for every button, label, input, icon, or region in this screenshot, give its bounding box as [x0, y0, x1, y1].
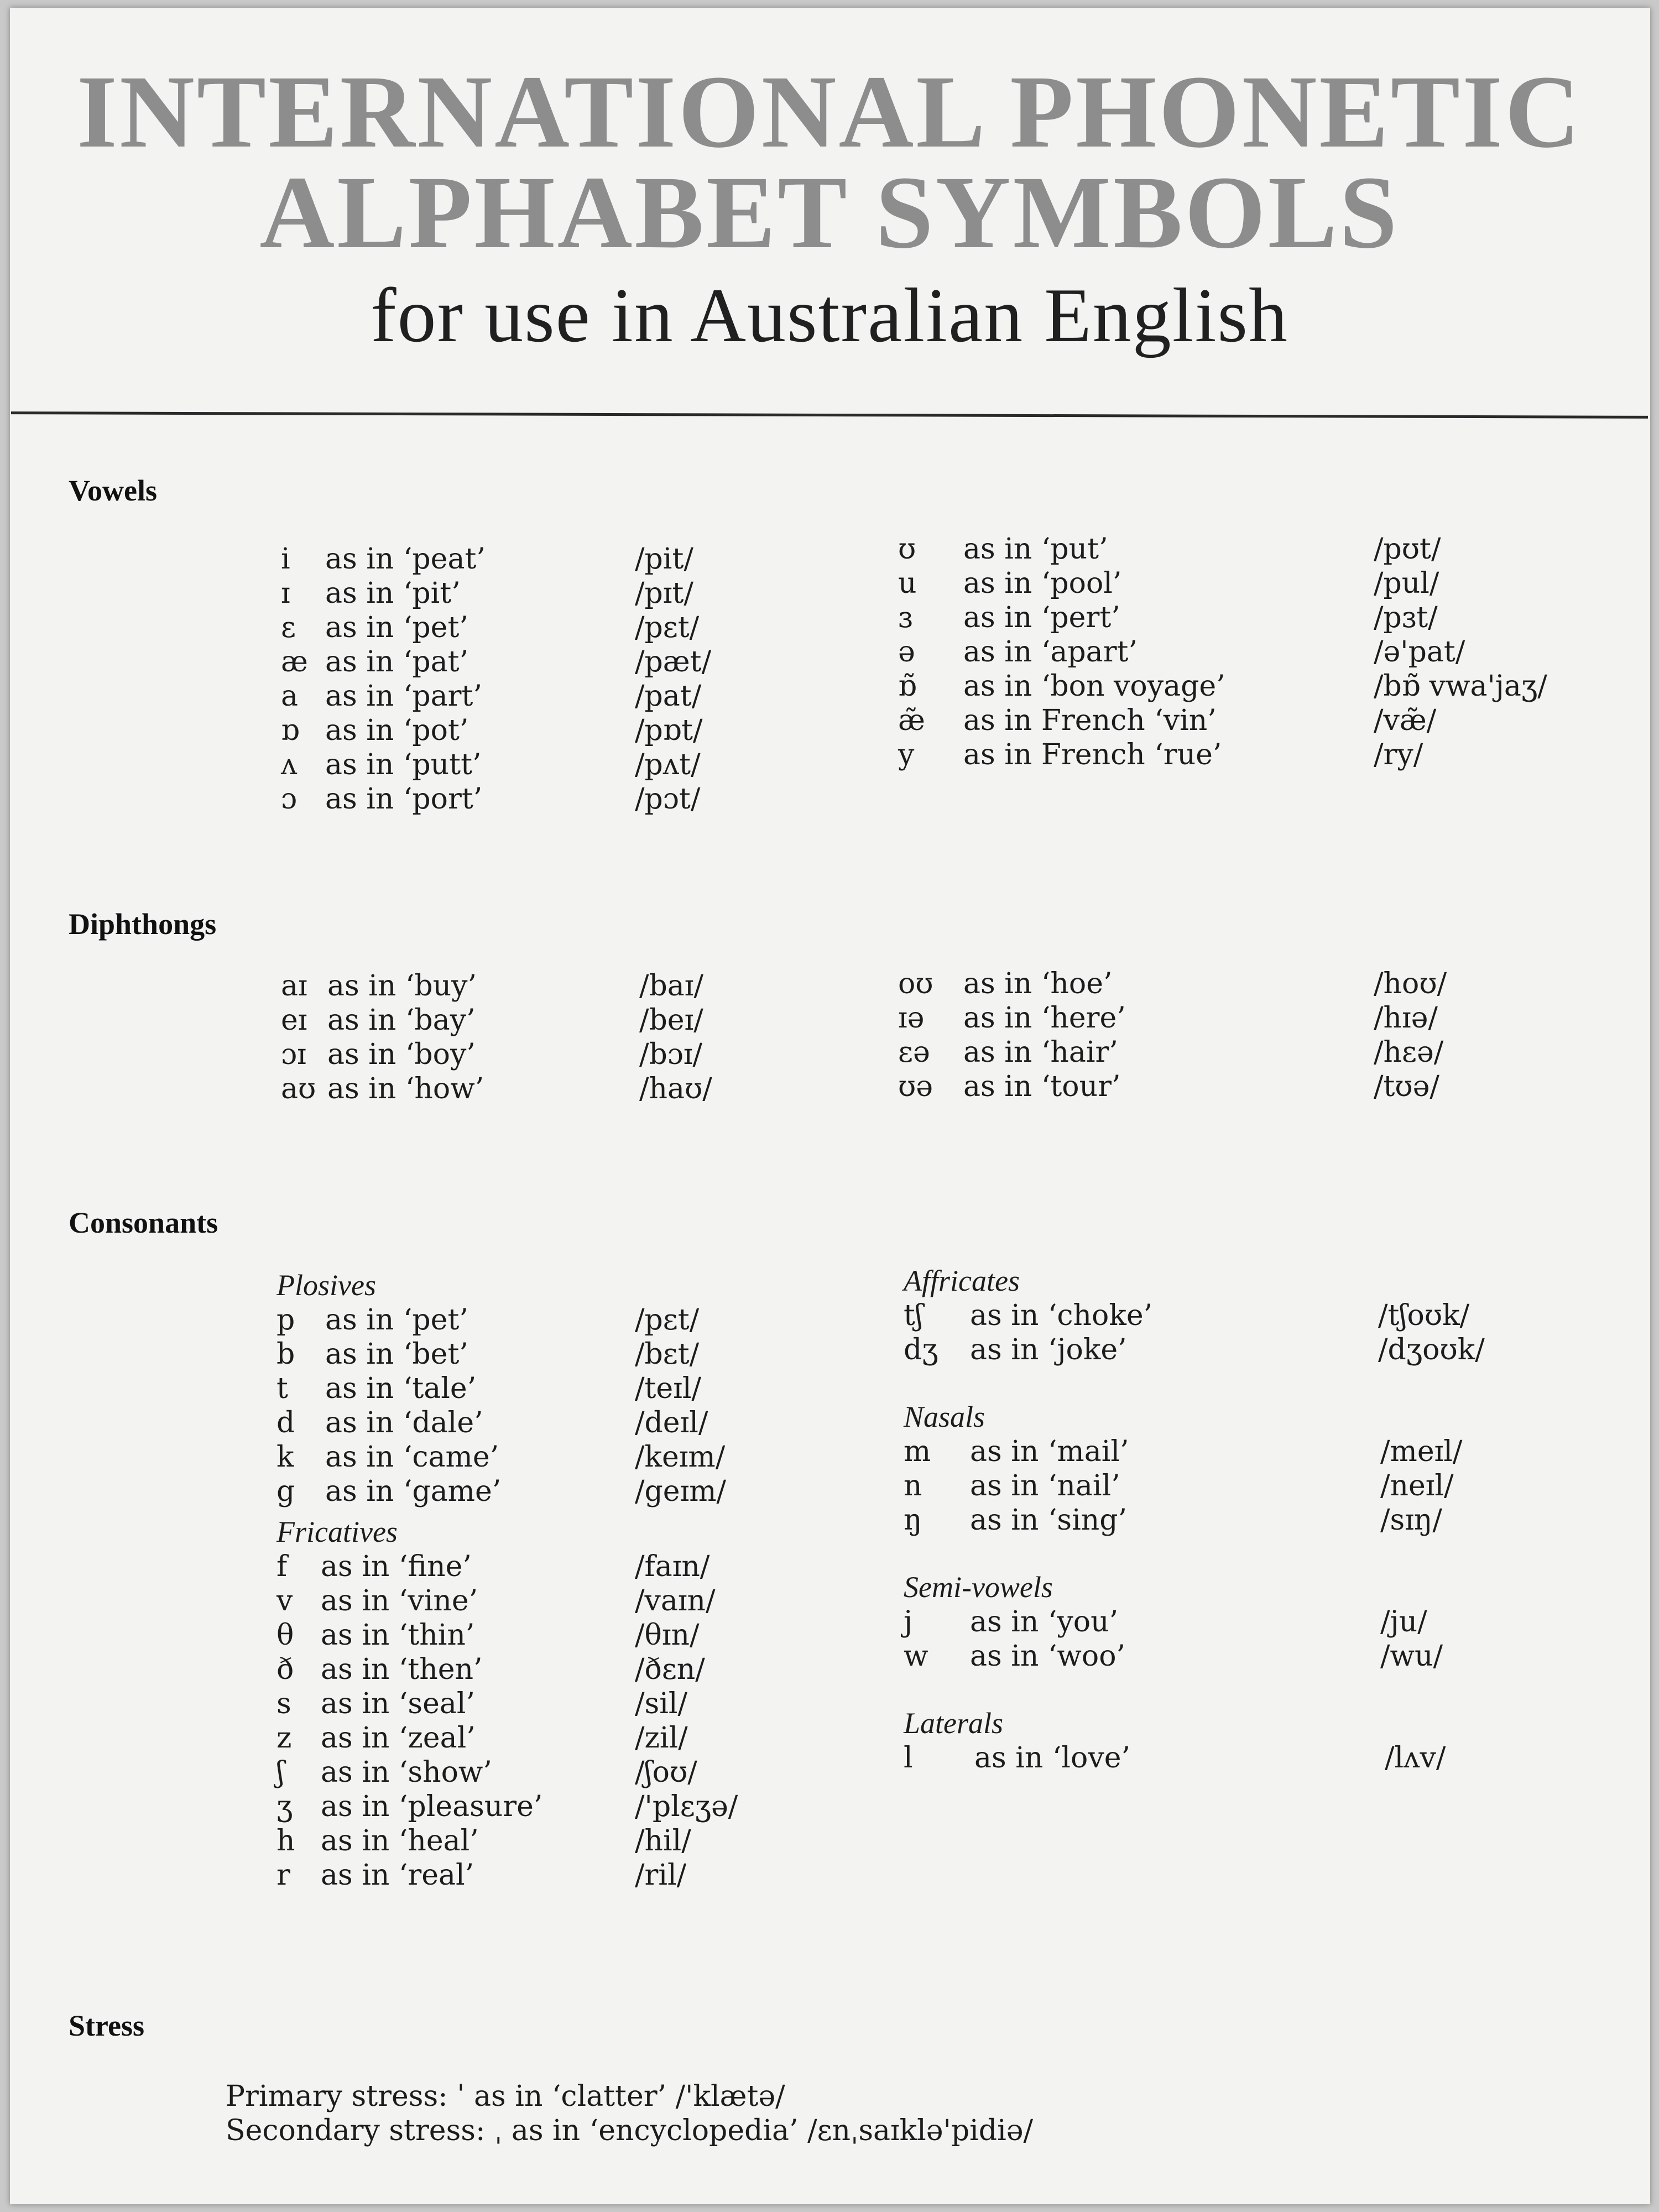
transcription: /lʌv/	[1385, 1741, 1446, 1775]
symbol-row	[281, 679, 779, 713]
example-word: as in French ‘rue’	[963, 738, 1222, 771]
symbol-row	[281, 576, 779, 611]
example-word: as in ‘bet’	[325, 1338, 468, 1371]
transcription: /neɪl/	[1380, 1469, 1454, 1503]
ipa-symbol: eɪ	[281, 1004, 307, 1037]
transcription: /ðɛn/	[635, 1653, 705, 1686]
example-word: as in ‘pleasure’	[321, 1790, 543, 1823]
example-word: as in ‘came’	[325, 1441, 499, 1474]
vowels-left-list	[281, 542, 779, 816]
ipa-symbol: m	[904, 1435, 931, 1468]
example-word: as in ‘pert’	[963, 601, 1120, 634]
symbol-row	[276, 1790, 830, 1824]
transcription: /faɪn/	[635, 1550, 710, 1583]
example-word: as in ‘pat’	[325, 645, 469, 679]
transcription: /vaɪn/	[635, 1584, 716, 1618]
nasals-label: Nasals	[904, 1400, 985, 1433]
symbol-row	[904, 1503, 1623, 1537]
example-word: as in ‘real’	[321, 1859, 474, 1892]
ipa-symbol: g	[276, 1475, 295, 1508]
transcription: /pɛt/	[635, 611, 700, 644]
example-word: as in ‘bay’	[327, 1004, 476, 1037]
symbol-row	[281, 1037, 779, 1072]
symbol-row	[281, 1072, 779, 1106]
symbol-row	[276, 1440, 830, 1474]
example-word: as in ‘port’	[325, 782, 483, 816]
primary-stress-line: Primary stress: ˈ as in ‘clatter’ /'klætə/	[226, 2080, 785, 2113]
secondary-stress-line: Secondary stress: ˌ as in ‘encyclopedia’ /ɛnˌsaɪklə'pidiə/	[226, 2114, 1033, 2147]
transcription: /θɪn/	[635, 1619, 700, 1652]
symbol-row	[276, 1474, 830, 1509]
transcription: /tʊə/	[1374, 1070, 1439, 1103]
transcription: /bɛt/	[635, 1338, 700, 1371]
transcription: /pit/	[635, 542, 693, 576]
ipa-symbol: ɒ	[281, 714, 300, 747]
transcription: /baɪ/	[639, 969, 703, 1003]
transcription: /wu/	[1380, 1640, 1443, 1673]
symbol-row	[898, 669, 1617, 703]
transcription: /pɛt/	[635, 1303, 700, 1337]
example-word: as in ‘apart’	[963, 635, 1138, 669]
diphthongs-left-list	[281, 969, 779, 1106]
transcription: /geɪm/	[635, 1475, 727, 1508]
ipa-symbol: h	[276, 1824, 295, 1858]
ipa-symbol: aɪ	[281, 969, 307, 1003]
symbol-row	[904, 1639, 1623, 1673]
transcription: /ʃoʊ/	[635, 1756, 697, 1789]
example-word: as in ‘fine’	[321, 1550, 472, 1583]
example-word: as in ‘putt’	[325, 748, 482, 781]
example-word: as in ‘game’	[325, 1475, 502, 1508]
ipa-symbol: t	[276, 1372, 288, 1405]
transcription: /bɔɪ/	[639, 1038, 703, 1071]
example-word: as in ‘hoe’	[963, 967, 1113, 1000]
ipa-symbol: ɛ	[281, 611, 296, 644]
ipa-symbol: w	[904, 1640, 928, 1673]
ipa-symbol: ɪə	[898, 1001, 925, 1035]
symbol-row	[281, 782, 779, 816]
example-word: as in ‘love’	[974, 1741, 1131, 1775]
symbol-row	[898, 1070, 1617, 1104]
ipa-symbol: ɔ	[281, 782, 298, 816]
transcription: /pɜt/	[1374, 601, 1438, 634]
transcription: /hoʊ/	[1374, 967, 1447, 1000]
example-word: as in ‘boy’	[327, 1038, 476, 1071]
transcription: /ril/	[635, 1859, 687, 1892]
affricates-list	[904, 1298, 1623, 1367]
ipa-symbol: s	[276, 1687, 291, 1720]
symbol-row	[281, 542, 779, 576]
example-word: as in ‘part’	[325, 680, 482, 713]
example-word: as in ‘mail’	[970, 1435, 1129, 1468]
example-word: as in ‘then’	[321, 1653, 483, 1686]
transcription: /beɪ/	[639, 1004, 703, 1037]
example-word: as in ‘you’	[970, 1605, 1119, 1639]
symbol-row	[281, 1003, 779, 1037]
symbol-row	[898, 601, 1617, 635]
example-word: as in ‘pit’	[325, 577, 461, 610]
symbol-row	[281, 748, 779, 782]
plosives-list	[276, 1303, 830, 1509]
symbol-row	[904, 1298, 1623, 1333]
example-word: as in ‘buy’	[327, 969, 477, 1003]
fricatives-list	[276, 1550, 830, 1892]
transcription: /'plɛʒə/	[635, 1790, 738, 1823]
example-word: as in ‘how’	[327, 1072, 484, 1105]
symbol-row	[276, 1721, 830, 1755]
transcription: /dʒoʊk/	[1378, 1333, 1485, 1366]
symbol-row	[898, 566, 1617, 601]
ipa-symbol: ʊə	[898, 1070, 933, 1103]
symbol-row	[898, 1001, 1617, 1035]
symbol-row	[276, 1550, 830, 1584]
consonants-left-column	[276, 1267, 830, 1892]
transcription: /pæt/	[635, 645, 712, 679]
laterals-label: Laterals	[904, 1707, 1004, 1740]
transcription: /pɒt/	[635, 714, 703, 747]
ipa-symbol: oʊ	[898, 967, 933, 1000]
ipa-symbol: æ	[281, 645, 308, 679]
consonants-right-column	[904, 1263, 1623, 1775]
ipa-symbol: y	[898, 738, 915, 771]
consonants-heading: Consonants	[69, 1206, 218, 1239]
transcription: /pʊt/	[1374, 533, 1441, 566]
stress-heading: Stress	[69, 2009, 145, 2042]
ipa-symbol: tʃ	[904, 1299, 924, 1332]
example-word: as in ‘joke’	[970, 1333, 1127, 1366]
transcription: /væ̃/	[1374, 704, 1437, 737]
transcription: /deɪl/	[635, 1406, 708, 1439]
transcription: /pɔt/	[635, 782, 701, 816]
example-word: as in ‘nail’	[970, 1469, 1120, 1503]
ipa-symbol: a	[281, 680, 299, 713]
symbol-row	[898, 532, 1617, 566]
ipa-symbol: k	[276, 1441, 294, 1474]
ipa-symbol: i	[281, 542, 290, 576]
symbol-row	[904, 1333, 1623, 1367]
diphthongs-heading: Diphthongs	[69, 907, 217, 941]
example-word: as in ‘heal’	[321, 1824, 479, 1858]
transcription: /tʃoʊk/	[1378, 1299, 1470, 1332]
example-word: as in ‘bon voyage’	[963, 670, 1225, 703]
example-word: as in ‘show’	[321, 1756, 492, 1789]
symbol-row	[898, 967, 1617, 1001]
ipa-symbol: ʊ	[898, 533, 916, 566]
symbol-row	[281, 645, 779, 679]
ipa-symbol: p	[276, 1303, 295, 1337]
transcription: /ə'pat/	[1374, 635, 1465, 669]
ipa-symbol: ə	[898, 635, 915, 669]
laterals-list	[904, 1741, 1623, 1775]
transcription: /pɪt/	[635, 577, 693, 610]
symbol-row	[898, 635, 1617, 669]
ipa-symbol: ɜ	[898, 601, 913, 634]
semivowels-label: Semi-vowels	[904, 1571, 1053, 1604]
symbol-row	[276, 1584, 830, 1618]
transcription: /hɛə/	[1374, 1036, 1444, 1069]
transcription: /haʊ/	[639, 1072, 712, 1105]
transcription: /sil/	[635, 1687, 687, 1720]
transcription: /hil/	[635, 1824, 691, 1858]
example-word: as in ‘peat’	[325, 542, 486, 576]
example-word: as in ‘pet’	[325, 611, 468, 644]
ipa-symbol: ʃ	[276, 1756, 285, 1789]
symbol-row	[904, 1741, 1623, 1775]
ipa-symbol: u	[898, 567, 917, 600]
transcription: /bɒ̃ vwa'jaʒ/	[1374, 670, 1547, 703]
ipa-symbol: ɪ	[281, 577, 290, 610]
vowels-right-list	[898, 532, 1617, 772]
example-word: as in ‘zeal’	[321, 1721, 476, 1755]
ipa-symbol: ɒ̃	[898, 670, 917, 703]
symbol-row	[276, 1755, 830, 1790]
symbol-row	[276, 1858, 830, 1892]
ipa-symbol: f	[276, 1550, 288, 1583]
ipa-symbol: r	[276, 1859, 290, 1892]
ipa-symbol: æ̃	[898, 704, 925, 737]
subtitle: for use in Australian English	[370, 273, 1288, 358]
symbol-row	[281, 713, 779, 748]
ipa-symbol: l	[904, 1741, 913, 1775]
diphthongs-right-list	[898, 967, 1617, 1104]
ipa-symbol: ŋ	[904, 1504, 922, 1537]
example-word: as in ‘vine’	[321, 1584, 478, 1618]
transcription: /pʌt/	[635, 748, 701, 781]
ipa-symbol: n	[904, 1469, 922, 1503]
example-word: as in ‘dale’	[325, 1406, 483, 1439]
example-word: as in ‘choke’	[970, 1299, 1153, 1332]
ipa-symbol: ʒ	[276, 1790, 293, 1823]
symbol-row	[281, 969, 779, 1003]
symbol-row	[898, 1035, 1617, 1070]
symbol-row	[904, 1469, 1623, 1503]
symbol-row	[276, 1687, 830, 1721]
example-word: as in ‘seal’	[321, 1687, 476, 1720]
ipa-symbol: ʌ	[281, 748, 298, 781]
symbol-row	[276, 1824, 830, 1858]
ipa-symbol: dʒ	[904, 1333, 938, 1366]
example-word: as in ‘tale’	[325, 1372, 477, 1405]
example-word: as in ‘hair’	[963, 1036, 1118, 1069]
transcription: /pul/	[1374, 567, 1439, 600]
transcription: /keɪm/	[635, 1441, 726, 1474]
example-word: as in ‘sing’	[970, 1504, 1128, 1537]
transcription: /ry/	[1374, 738, 1423, 771]
transcription: /ju/	[1380, 1605, 1427, 1639]
example-word: as in ‘pool’	[963, 567, 1122, 600]
transcription: /meɪl/	[1380, 1435, 1463, 1468]
transcription: /zil/	[635, 1721, 688, 1755]
ipa-symbol: z	[276, 1721, 292, 1755]
nasals-list	[904, 1434, 1623, 1537]
title-line-1: INTERNATIONAL PHONETIC	[76, 54, 1583, 169]
example-word: as in French ‘vin’	[963, 704, 1217, 737]
plosives-label: Plosives	[276, 1269, 376, 1302]
symbol-row	[904, 1605, 1623, 1639]
transcription: /sɪŋ/	[1380, 1504, 1442, 1537]
symbol-row	[898, 738, 1617, 772]
semivowels-list	[904, 1605, 1623, 1673]
symbol-row	[276, 1652, 830, 1687]
ipa-symbol: ɛə	[898, 1036, 930, 1069]
symbol-row	[281, 611, 779, 645]
ipa-symbol: v	[276, 1584, 293, 1618]
symbol-row	[276, 1618, 830, 1652]
ipa-symbol: ð	[276, 1653, 294, 1686]
symbol-row	[276, 1303, 830, 1337]
ipa-symbol: j	[904, 1605, 913, 1639]
example-word: as in ‘thin’	[321, 1619, 475, 1652]
example-word: as in ‘tour’	[963, 1070, 1121, 1103]
symbol-row	[898, 703, 1617, 738]
fricatives-label: Fricatives	[276, 1515, 398, 1548]
example-word: as in ‘woo’	[970, 1640, 1126, 1673]
title-line-2: ALPHABET SYMBOLS	[259, 154, 1400, 270]
example-word: as in ‘pot’	[325, 714, 469, 747]
transcription: /teɪl/	[635, 1372, 701, 1405]
ipa-symbol: b	[276, 1338, 295, 1371]
symbol-row	[904, 1434, 1623, 1469]
example-word: as in ‘pet’	[325, 1303, 468, 1337]
vowels-heading: Vowels	[69, 474, 158, 507]
affricates-label: Affricates	[904, 1264, 1020, 1297]
ipa-symbol: aʊ	[281, 1072, 316, 1105]
transcription: /pat/	[635, 680, 702, 713]
ipa-symbol: θ	[276, 1619, 294, 1652]
symbol-row	[276, 1337, 830, 1371]
symbol-row	[276, 1371, 830, 1406]
symbol-row	[276, 1406, 830, 1440]
transcription: /hɪə/	[1374, 1001, 1438, 1035]
example-word: as in ‘here’	[963, 1001, 1126, 1035]
ipa-symbol: d	[276, 1406, 295, 1439]
example-word: as in ‘put’	[963, 533, 1108, 566]
ipa-symbol: ɔɪ	[281, 1038, 306, 1071]
